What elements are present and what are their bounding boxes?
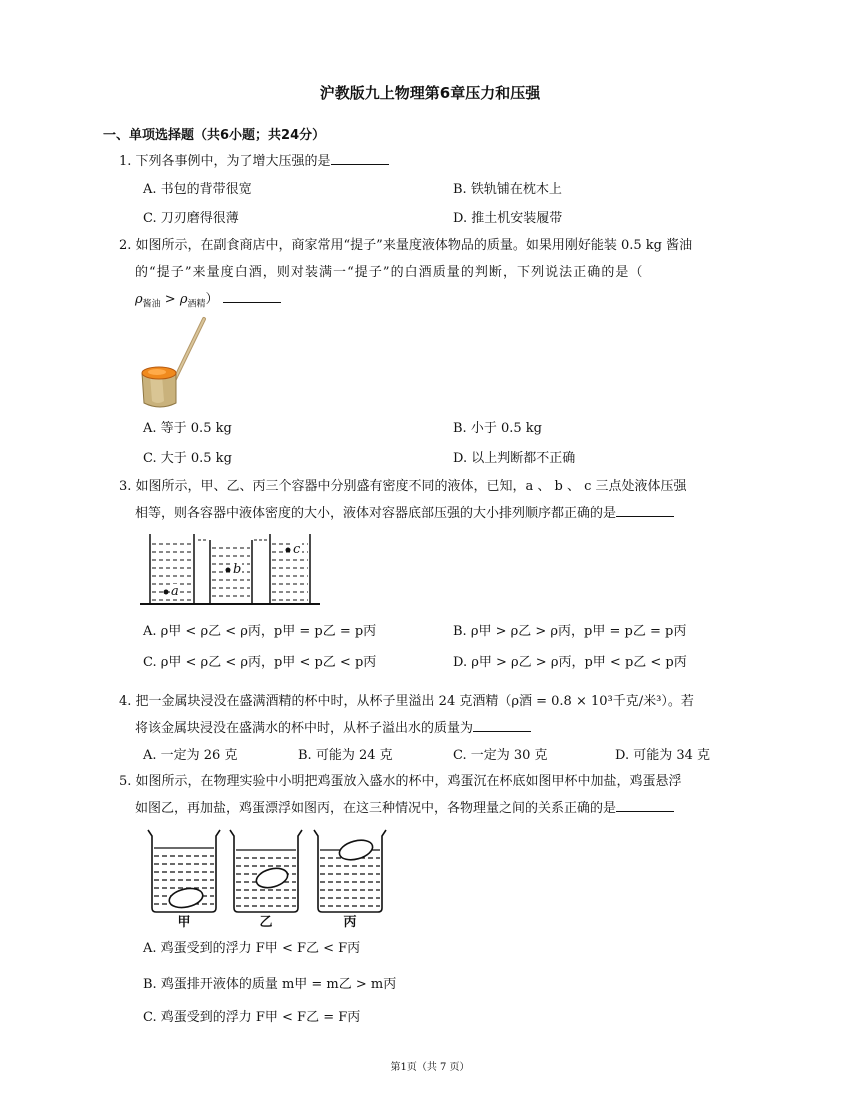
beaker-label-bing: 丙: [343, 915, 357, 930]
egg-floating: [337, 837, 375, 863]
q3-option-b: B. ρ甲 > ρ乙 > ρ丙，p甲 = p乙 = p丙: [453, 624, 687, 639]
question-1-stem: 1. 下列各事例中，为了增大压强的是: [119, 152, 389, 172]
page-title: 沪教版九上物理第6章压力和压强: [319, 84, 541, 102]
question-2-line2: 的“提子”来量度白酒，则对装满一“提子”的白酒质量的判断，下列说法正确的是（: [135, 265, 644, 280]
q3-option-c: C. ρ甲 < ρ乙 < ρ丙，p甲 < p乙 < p丙: [143, 655, 377, 670]
q1-option-d: D. 推土机安装履带: [453, 211, 563, 226]
question-5-line1: 5. 如图所示，在物理实验中小明把鸡蛋放入盛水的杯中，鸡蛋沉在杯底如图甲杯中加盐，鸡蛋悬浮: [119, 774, 682, 789]
beaker-label-jia: 甲: [177, 915, 191, 930]
q5-option-b: B. 鸡蛋排开液体的质量 m甲 = m乙 > m丙: [143, 977, 397, 992]
q2-option-b: B. 小于 0.5 kg: [453, 421, 542, 436]
q1-option-a: A. 书包的背带很宽: [143, 182, 252, 197]
page-footer: 第1页（共 7 页）: [390, 1062, 470, 1073]
q2-option-a: A. 等于 0.5 kg: [143, 421, 232, 436]
question-5-line2: 如图乙，再加盐，鸡蛋漂浮如图丙，在这三种情况中，各物理量之间的关系正确的是: [135, 799, 674, 819]
question-3-line1: 3. 如图所示，甲、乙、丙三个容器中分别盛有密度不同的液体，已知，a 、 b 、 c 三点处液体压强: [119, 479, 687, 494]
question-4-line2: 将该金属块浸没在盛满水的杯中时，从杯子溢出水的质量为: [135, 719, 531, 739]
q4-option-a: A. 一定为 26 克: [143, 748, 238, 763]
point-a-label: a: [171, 584, 179, 599]
answer-blank: [616, 799, 674, 812]
answer-blank: [616, 504, 674, 517]
point-b-label: b: [233, 562, 242, 577]
egg-sunk: [168, 886, 205, 911]
section-heading: 一、单项选择题（共6小题；共24分）: [103, 128, 326, 143]
q4-option-b: B. 可能为 24 克: [298, 748, 393, 763]
q4-option-c: C. 一定为 30 克: [453, 748, 548, 763]
q4-option-d: D. 可能为 34 克: [615, 748, 711, 763]
point-c-label: c: [293, 542, 301, 557]
q2-option-d: D. 以上判断都不正确: [453, 451, 576, 466]
beakers-egg-figure: [142, 826, 392, 930]
ladle-figure: [136, 315, 216, 411]
question-2-line3: $\rho_{酱油} > \rho_{酒精}$）: [135, 290, 281, 315]
beaker-label-yi: 乙: [259, 915, 273, 930]
q3-option-d: D. ρ甲 > ρ乙 > ρ丙，p甲 < p乙 < p丙: [453, 655, 687, 670]
q1-option-b: B. 铁轨铺在枕木上: [453, 182, 562, 197]
question-2-line1: 2. 如图所示，在副食商店中，商家常用“提子”来量度液体物品的质量。如果用刚好能装 0.5 kg 酱油: [119, 238, 693, 253]
q3-option-a: A. ρ甲 < ρ乙 < ρ丙，p甲 = p乙 = p丙: [143, 624, 377, 639]
answer-blank: [331, 152, 389, 165]
answer-blank: [223, 290, 281, 303]
three-containers-figure: [138, 530, 322, 608]
question-4-line1: 4. 把一金属块浸没在盛满酒精的杯中时，从杯子里溢出 24 克酒精（ρ酒 = 0.8 × 10³千克/米³）。若: [119, 694, 694, 709]
egg-suspended: [254, 865, 290, 891]
q5-option-c: C. 鸡蛋受到的浮力 F甲 < F乙 = F丙: [143, 1010, 361, 1025]
q1-option-c: C. 刀刃磨得很薄: [143, 211, 239, 226]
question-3-line2: 相等，则各容器中液体密度的大小，液体对容器底部压强的大小排列顺序都正确的是: [135, 504, 674, 524]
answer-blank: [473, 719, 531, 732]
q2-option-c: C. 大于 0.5 kg: [143, 451, 232, 466]
q5-option-a: A. 鸡蛋受到的浮力 F甲 < F乙 < F丙: [143, 941, 361, 956]
